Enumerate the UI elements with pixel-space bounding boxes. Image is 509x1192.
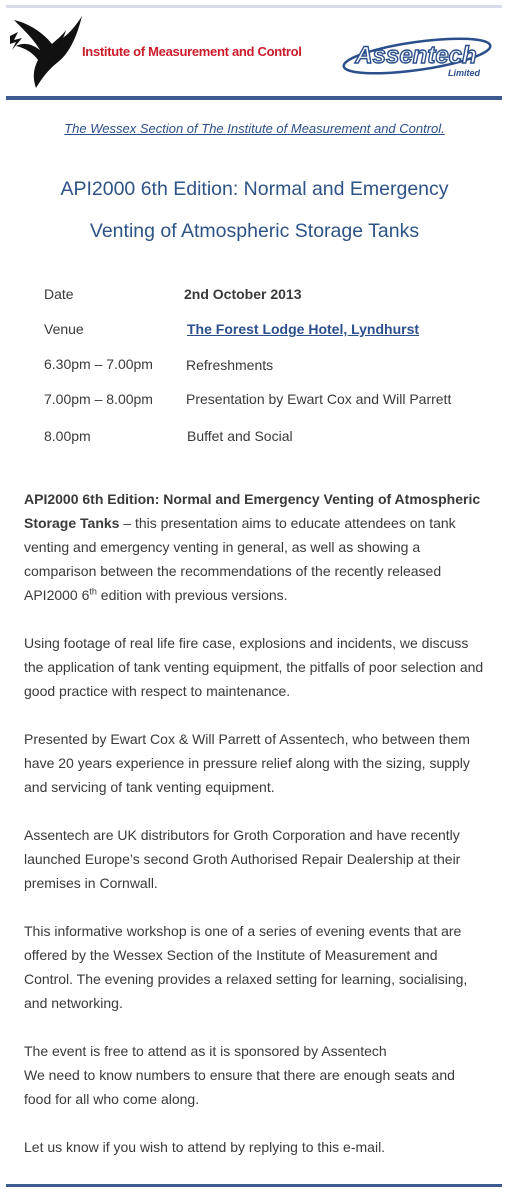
top-divider [6, 5, 502, 8]
schedule-value: Refreshments [186, 357, 274, 373]
imc-organisation-name: Institute of Measurement and Control [82, 44, 302, 59]
event-date: 2nd October 2013 [184, 286, 302, 302]
schedule-label: 7.00pm – 8.00pm [44, 391, 153, 407]
venue-link[interactable]: The Forest Lodge Hotel, Lyndhurst [187, 321, 420, 337]
edition-superscript: th [89, 586, 97, 597]
footage-paragraph: Using footage of real life fire case, explosions and incidents, we discuss the application of tank venting equipment, the pitfalls of poor selection and good practice with respect to maintenance. [24, 635, 484, 699]
wessex-section-link[interactable]: The Wessex Section of The Institute of Measurement and Control. [64, 121, 445, 136]
description-paragraph [24, 487, 484, 607]
numbers-request-line: We need to know numbers to ensure that there are enough seats and food for all who come along. [24, 1067, 455, 1107]
event-title-line-2: Venting of Atmospheric Storage Tanks [89, 220, 420, 242]
description-text: – this presentation aims to educate attendees on tank venting and emergency venting in general, as well as showing a comparison between the recommendations of the recently released API2000 6 [24, 515, 456, 603]
attendance-paragraph [24, 1039, 484, 1111]
schedule-value: Buffet and Social [187, 428, 293, 444]
description-bold-title: API2000 6th Edition: Normal and Emergency Venting of Atmospheric Storage Tanks [24, 491, 481, 531]
header-divider [6, 96, 502, 100]
description-tail: edition with previous versions. [96, 587, 288, 603]
email-header [6, 10, 502, 94]
rsvp-paragraph: Let us know if you wish to attend by replying to this e-mail. [24, 1139, 386, 1155]
assentech-logo-icon [340, 34, 494, 82]
distributor-paragraph: Assentech are UK distributors for Groth Corporation and have recently launched Europe’s second Groth Authorised Repair Dealership at their premises in Cornwall. [24, 827, 461, 891]
schedule-label: 6.30pm – 7.00pm [44, 356, 153, 372]
footer-divider [6, 1184, 502, 1187]
schedule-label: Date [44, 286, 74, 302]
schedule-label: 8.00pm [44, 428, 91, 444]
presenters-paragraph: Presented by Ewart Cox & Will Parrett of Assentech, who between them have 20 years experience in pressure relief along with the sizing, supply and servicing of tank venting equipment. [24, 731, 470, 795]
event-title [20, 168, 489, 252]
workshop-paragraph: This informative workshop is one of a series of evening events that are offered by the Wessex Section of the Institute of Measurement and Control. The evening provides a relaxed setting for learning, socialising, and networking. [24, 923, 468, 1011]
event-title-line-1: API2000 6th Edition: Normal and Emergency [60, 178, 449, 200]
free-attendance-line: The event is free to attend as it is sponsored by Assentech [24, 1043, 387, 1059]
schedule-label: Venue [44, 321, 84, 337]
assentech-limited-text: Limited [448, 68, 481, 78]
schedule-value: Presentation by Ewart Cox and Will Parrett [186, 391, 452, 407]
imc-bird-logo-icon [8, 10, 86, 92]
assentech-logo-text: Assentech [355, 42, 477, 69]
